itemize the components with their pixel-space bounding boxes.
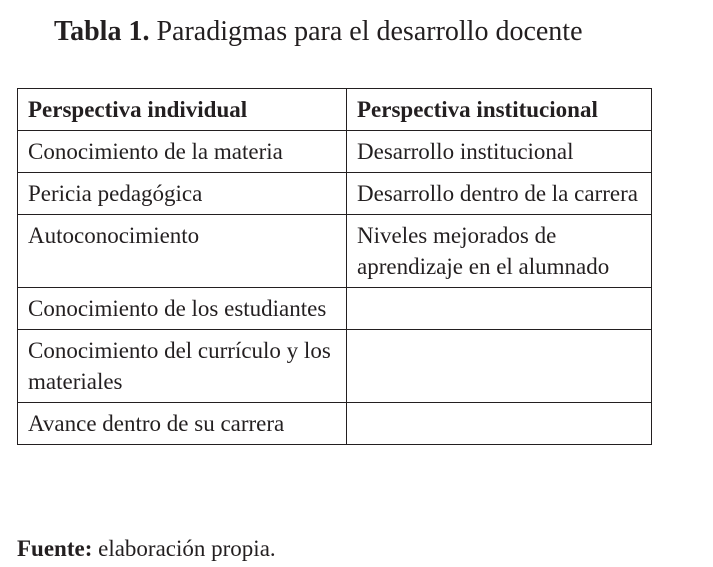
- table-cell-empty: [347, 288, 652, 330]
- table-cell: Autoconocimiento: [18, 215, 347, 288]
- table-cell: Pericia pedagógica: [18, 173, 347, 215]
- table-cell: Conocimiento del currículo y los materiales: [18, 330, 347, 403]
- table-cell: Conocimiento de la materia: [18, 131, 347, 173]
- table-row: [18, 330, 652, 403]
- table-caption: [54, 12, 583, 52]
- table-cell: Niveles mejorados de aprendizaje en el alumnado: [347, 215, 652, 288]
- table-row: [18, 131, 652, 173]
- table-cell-empty: [347, 403, 652, 445]
- table-row: [18, 215, 652, 288]
- table-row: [18, 403, 652, 445]
- table-row: [18, 288, 652, 330]
- table-cell: Avance dentro de su carrera: [18, 403, 347, 445]
- source-text: elaboración propia.: [98, 536, 276, 561]
- paradigms-table: [17, 88, 652, 445]
- table-cell: Desarrollo dentro de la carrera: [347, 173, 652, 215]
- table-header-row: [18, 89, 652, 131]
- column-header-individual: Perspectiva individual: [18, 89, 347, 131]
- table-cell: Desarrollo institucional: [347, 131, 652, 173]
- table-cell: Conocimiento de los estudiantes: [18, 288, 347, 330]
- source-label: Fuente:: [17, 536, 93, 561]
- column-header-institutional: Perspectiva institucional: [347, 89, 652, 131]
- table-cell-empty: [347, 330, 652, 403]
- table-row: [18, 173, 652, 215]
- table-title: Paradigmas para el desarrollo docente: [156, 16, 583, 47]
- table-number: Tabla 1.: [54, 16, 150, 47]
- table-source: [17, 533, 276, 564]
